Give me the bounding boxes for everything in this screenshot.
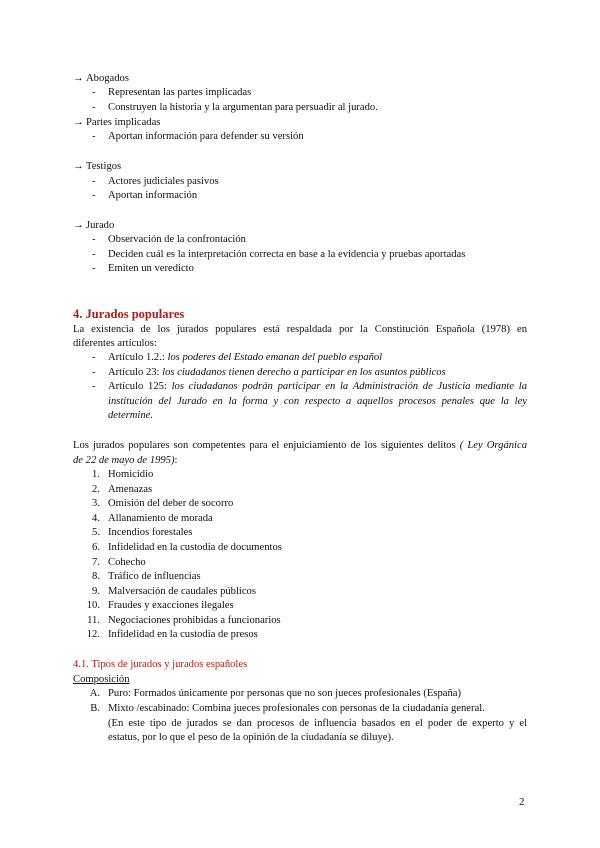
list-item: Actores judiciales pasivos bbox=[108, 176, 219, 187]
crime-item: Negociaciones prohibidas a funcionarios bbox=[108, 615, 281, 626]
article-label: Artículo 125: bbox=[108, 381, 172, 392]
arrow-icon: → bbox=[73, 117, 84, 128]
arrow-icon: → bbox=[73, 220, 84, 231]
arrow-icon: → bbox=[73, 161, 84, 172]
jury-type-item: Puro: Formados únicamente por personas que no son jueces profesionales (España) bbox=[108, 688, 462, 699]
list-item: Aportan información para defender su versión bbox=[108, 131, 304, 142]
list-number: 7. bbox=[92, 557, 100, 568]
dash-bullet: - bbox=[92, 131, 96, 142]
list-item: Observación de la confrontación bbox=[108, 234, 246, 245]
article-item bbox=[108, 351, 382, 365]
paragraph-line bbox=[73, 439, 527, 454]
crime-item: Tráfico de influencias bbox=[108, 571, 201, 582]
list-number: 8. bbox=[92, 571, 100, 582]
crime-item: Malversación de caudales públicos bbox=[108, 586, 256, 597]
crime-item: Infidelidad en la custodia de documentos bbox=[108, 542, 282, 553]
list-number: 4. bbox=[92, 513, 100, 524]
paragraph-line: La existencia de los jurados populares está respaldada por la Constitución Española (1978) en bbox=[73, 324, 527, 335]
list-number: 2. bbox=[92, 484, 100, 495]
article-item bbox=[108, 366, 446, 380]
role-title-abogados: Abogados bbox=[86, 73, 129, 84]
list-letter: B. bbox=[90, 703, 100, 714]
subsection-heading: 4.1. Tipos de jurados y jurados españoles bbox=[73, 659, 248, 670]
article-continuation bbox=[108, 395, 527, 410]
article-text: los ciudadanos podrán participar en la Administración de Justicia mediante la bbox=[171, 381, 527, 392]
crime-item: Omisión del deber de socorro bbox=[108, 498, 234, 509]
role-title-testigos: Testigos bbox=[86, 161, 122, 172]
article-continuation bbox=[108, 409, 153, 423]
paragraph-line bbox=[73, 454, 177, 468]
list-number: 3. bbox=[92, 498, 100, 509]
role-title-jurado: Jurado bbox=[86, 220, 115, 231]
role-title-partes: Partes implicadas bbox=[86, 117, 161, 128]
list-number: 6. bbox=[92, 542, 100, 553]
jury-type-item: Mixto /escabinado: Combina jueces profesionales con personas de la ciudadanía general. bbox=[108, 703, 485, 714]
article-text: determine. bbox=[108, 410, 154, 421]
dash-bullet: - bbox=[92, 102, 96, 113]
competence-text: Los jurados populares son competentes para el enjuiciamiento de los siguientes delitos bbox=[73, 440, 460, 451]
section-heading: 4. Jurados populares bbox=[73, 307, 185, 321]
dash-bullet: - bbox=[92, 263, 96, 274]
dash-bullet: - bbox=[92, 87, 96, 98]
law-reference: ( Ley Orgánica bbox=[459, 440, 527, 451]
list-letter: A. bbox=[89, 688, 100, 699]
note-line: (En este tipo de jurados se dan procesos de influencia basados en el poder de experto y el bbox=[108, 718, 527, 729]
dash-bullet: - bbox=[92, 381, 96, 392]
crime-item: Amenazas bbox=[108, 484, 153, 495]
article-text: los poderes del Estado emanan del pueblo español bbox=[167, 352, 383, 363]
list-item: Representan las partes implicadas bbox=[108, 87, 252, 98]
page-number: 2 bbox=[519, 796, 525, 808]
list-number: 1. bbox=[92, 469, 100, 480]
law-reference: de 22 de mayo de 1995) bbox=[73, 455, 175, 466]
list-item: Construyen la historia y la argumentan para persuadir al jurado. bbox=[108, 102, 378, 113]
list-item: Aportan información bbox=[108, 190, 198, 201]
paragraph-line: diferentes artículos: bbox=[73, 338, 157, 349]
dash-bullet: - bbox=[92, 249, 96, 260]
article-label: Artículo 23: bbox=[108, 367, 163, 378]
list-number: 10. bbox=[86, 600, 100, 611]
crime-item: Allanamiento de morada bbox=[108, 513, 213, 524]
dash-bullet: - bbox=[92, 176, 96, 187]
note-line: estatus, por lo que el peso de la opinión de la ciudadanía se diluye). bbox=[108, 732, 394, 743]
list-number: 12. bbox=[86, 629, 100, 640]
list-item: Emiten un veredicto bbox=[108, 263, 194, 274]
article-label: Artículo 1.2.: bbox=[108, 352, 168, 363]
list-number: 5. bbox=[92, 527, 100, 538]
colon: : bbox=[174, 455, 178, 466]
arrow-icon: → bbox=[73, 73, 84, 84]
dash-bullet: - bbox=[92, 190, 96, 201]
article-item bbox=[108, 380, 527, 395]
list-number: 9. bbox=[92, 586, 100, 597]
article-text: institución del Jurado en la forma y con respecto a aquellos procesos penales que la ley bbox=[108, 396, 527, 407]
dash-bullet: - bbox=[92, 367, 96, 378]
list-number: 11. bbox=[87, 615, 100, 626]
article-text: los ciudadanos tienen derecho a participar en los asuntos públicos bbox=[162, 367, 446, 378]
dash-bullet: - bbox=[92, 352, 96, 363]
dash-bullet: - bbox=[92, 234, 96, 245]
crime-item: Homicidio bbox=[108, 469, 154, 480]
crime-item: Infidelidad en la custodia de presos bbox=[108, 629, 258, 640]
crime-item: Incendios forestales bbox=[108, 527, 193, 538]
crime-item: Cohecho bbox=[108, 557, 146, 568]
composition-label: Composición bbox=[73, 674, 130, 685]
list-item: Deciden cuál es la interpretación correcta en base a la evidencia y pruebas aportadas bbox=[108, 249, 466, 260]
crime-item: Fraudes y exacciones ilegales bbox=[108, 600, 234, 611]
